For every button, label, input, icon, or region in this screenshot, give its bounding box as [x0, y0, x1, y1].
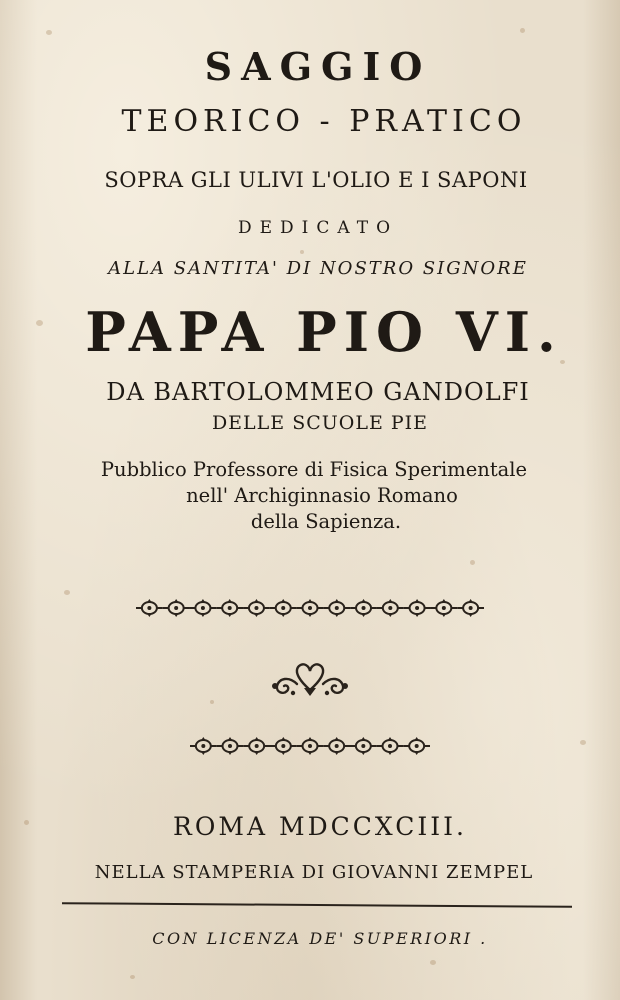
- foxing-spot: [130, 975, 135, 979]
- fleuron-unit: [190, 599, 217, 617]
- fleuron-unit: [216, 599, 243, 617]
- ornament-row-bottom: [0, 736, 620, 760]
- dedicatee-name: PAPA PIO VI.: [85, 300, 563, 364]
- dedication-label: DEDICATO: [237, 218, 398, 238]
- fleuron-unit: [404, 599, 431, 617]
- imprint-place-year: ROMA MDCCXCIII.: [173, 812, 467, 841]
- fleuron-unit: [350, 737, 377, 755]
- fleuron-unit: [217, 737, 244, 755]
- fleuron-unit: [190, 737, 217, 755]
- ornament-row-top: [0, 598, 620, 622]
- foxing-spot: [64, 590, 70, 595]
- fleuron-unit: [163, 599, 190, 617]
- fleuron-unit: [297, 599, 324, 617]
- author-position-line: nell' Archiginnasio Romano: [186, 484, 458, 507]
- foxing-spot: [430, 960, 436, 965]
- fleuron-unit: [243, 737, 270, 755]
- dedicatee-line: ALLA SANTITA' DI NOSTRO SIGNORE: [108, 258, 528, 279]
- foxing-spot: [46, 30, 52, 35]
- book-title: SAGGIO: [204, 44, 432, 89]
- fleuron-unit: [136, 599, 163, 617]
- ornament-center: [0, 660, 620, 702]
- book-subtitle: TEORICO - PRATICO: [121, 104, 527, 139]
- fleuron-chain-ornament: [136, 598, 484, 618]
- foxing-spot: [470, 560, 475, 565]
- foxing-spot: [520, 28, 525, 33]
- fleuron-unit: [243, 599, 270, 617]
- fleuron-unit: [323, 599, 350, 617]
- fleuron-unit: [377, 737, 404, 755]
- fleuron-unit: [270, 599, 297, 617]
- horizontal-rule: [62, 902, 572, 908]
- fleuron-chain-ornament: [190, 736, 430, 756]
- fleuron-unit: [270, 737, 297, 755]
- fleuron-unit: [430, 599, 457, 617]
- author-position-line: della Sapienza.: [250, 510, 402, 533]
- book-topic: SOPRA GLI ULIVI L'OLIO E I SAPONI: [104, 168, 528, 192]
- author-order: DELLE SCUOLE PIE: [211, 412, 429, 434]
- fleuron-unit: [457, 599, 484, 617]
- author-position-line: Pubblico Professore di Fisica Sperimentale: [100, 458, 528, 481]
- imprint-license: CON LICENZA DE' SUPERIORI .: [152, 929, 488, 948]
- author-name: DA BARTOLOMMEO GANDOLFI: [106, 378, 530, 406]
- fleuron-unit: [323, 737, 350, 755]
- fleuron-unit: [350, 599, 377, 617]
- fleuron-unit: [297, 737, 324, 755]
- heart-scroll-ornament: [271, 660, 349, 698]
- fleuron-unit: [403, 737, 430, 755]
- foxing-spot: [300, 250, 304, 254]
- imprint-printer: NELLA STAMPERIA DI GIOVANNI ZEMPEL: [94, 862, 534, 883]
- fleuron-unit: [377, 599, 404, 617]
